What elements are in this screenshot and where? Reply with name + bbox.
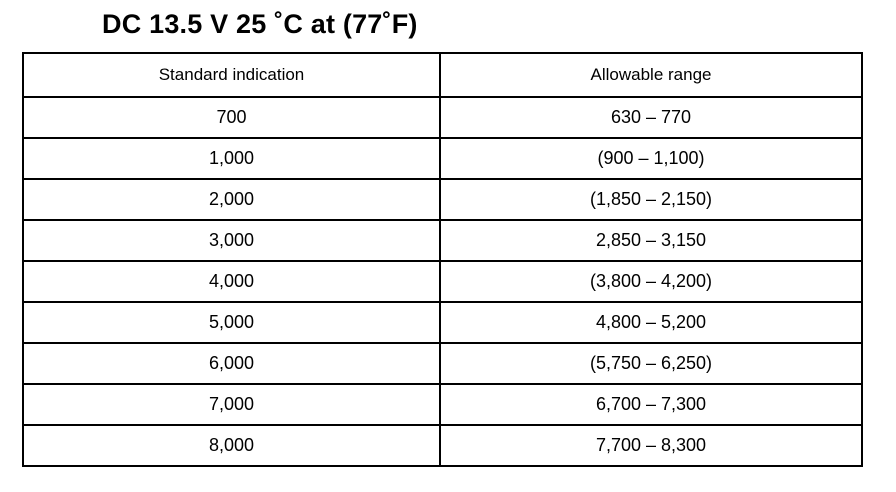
allowable-range-cell: 2,850 – 3,150 (440, 220, 862, 261)
spec-table (22, 52, 863, 467)
table-row (23, 97, 862, 138)
allowable-range-cell: 4,800 – 5,200 (440, 302, 862, 343)
table-row (23, 179, 862, 220)
standard-indication-cell: 7,000 (23, 384, 440, 425)
table-row (23, 220, 862, 261)
column-header-allowable-range: Allowable range (440, 53, 862, 97)
allowable-range-cell: 630 – 770 (440, 97, 862, 138)
standard-indication-cell: 8,000 (23, 425, 440, 466)
standard-indication-cell: 6,000 (23, 343, 440, 384)
allowable-range-cell: 7,700 – 8,300 (440, 425, 862, 466)
standard-indication-cell: 700 (23, 97, 440, 138)
allowable-range-cell: (5,750 – 6,250) (440, 343, 862, 384)
standard-indication-cell: 2,000 (23, 179, 440, 220)
standard-indication-cell: 5,000 (23, 302, 440, 343)
table-row (23, 343, 862, 384)
table-row (23, 425, 862, 466)
table-header-row (23, 53, 862, 97)
table-row (23, 302, 862, 343)
page-title: DC 13.5 V 25 ˚C at (77˚F) (102, 9, 418, 39)
table-row (23, 384, 862, 425)
allowable-range-cell: 6,700 – 7,300 (440, 384, 862, 425)
allowable-range-cell: (900 – 1,100) (440, 138, 862, 179)
standard-indication-cell: 3,000 (23, 220, 440, 261)
table-row (23, 138, 862, 179)
allowable-range-cell: (3,800 – 4,200) (440, 261, 862, 302)
standard-indication-cell: 1,000 (23, 138, 440, 179)
standard-indication-cell: 4,000 (23, 261, 440, 302)
allowable-range-cell: (1,850 – 2,150) (440, 179, 862, 220)
table-row (23, 261, 862, 302)
column-header-standard-indication: Standard indication (23, 53, 440, 97)
